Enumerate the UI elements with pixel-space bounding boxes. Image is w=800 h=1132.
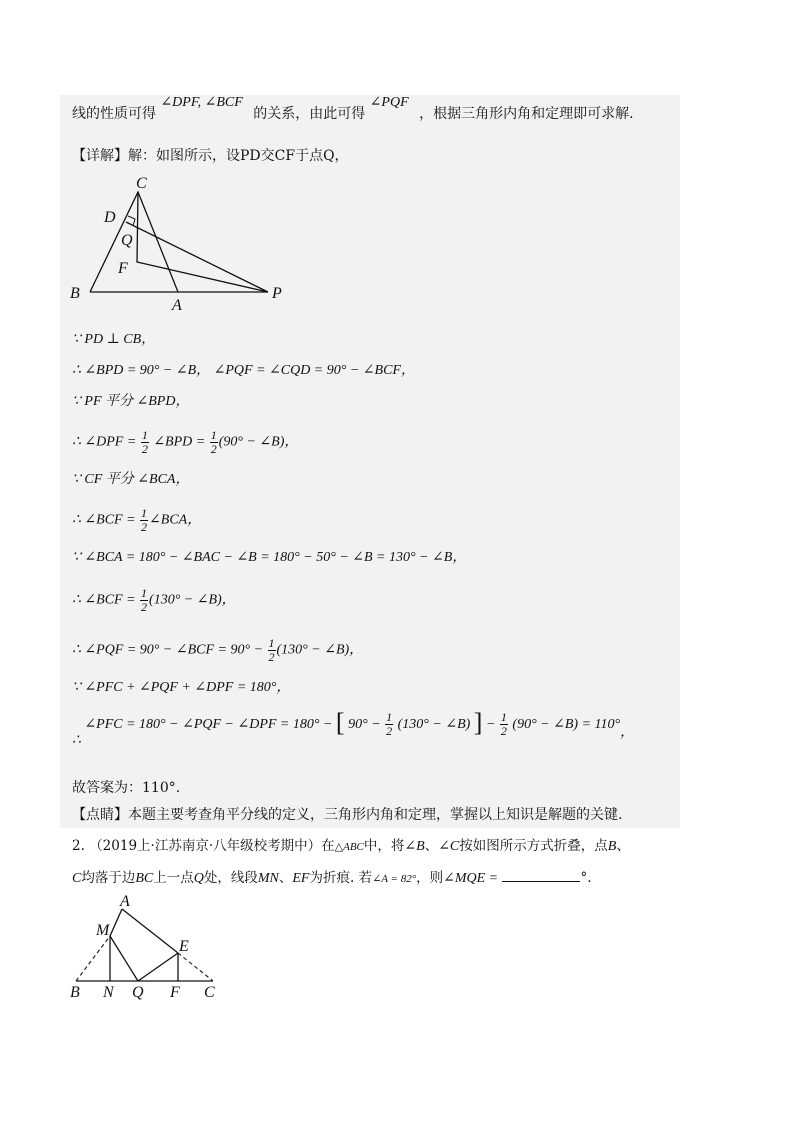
step-10: ∵ ∠PFC + ∠PQF + ∠DPF = 180°，: [72, 680, 291, 695]
step-8: ∴ ∠BCF = $\frac{1}{2}$ (130° − ∠B)，: [72, 586, 236, 614]
step-3: ∵ PF 平分 ∠BPD，: [72, 394, 190, 409]
detail-line: 【详解】解：如图所示，设PD交CF于点Q，: [72, 148, 349, 164]
step-9: ∴ ∠PQF = 90° − ∠BCF = 90° − $\frac{1}{2}$ (130° − ∠B)，: [72, 636, 364, 664]
question-2-line-2: C均落于边BC上一点Q处，线段MN、EF为折痕. 若∠A = 82°，则∠MQE = °.: [72, 870, 592, 886]
label-a: A: [172, 297, 182, 314]
step-4: ∴ ∠DPF = $\frac{1}{2}$ ∠BPD = $\frac{1}{2}$ (90° − ∠B)，: [72, 428, 299, 456]
answer-line: 故答案为：110°.: [72, 780, 181, 796]
label2-f: F: [170, 984, 180, 1001]
figure-triangle-bcp: [60, 170, 300, 315]
step-5: ∵ CF 平分 ∠BCA，: [72, 472, 190, 487]
label-q: Q: [121, 232, 133, 249]
step-1: ∵ PD ⊥ CB，: [72, 332, 156, 347]
label2-e: E: [179, 938, 189, 955]
label-f: F: [118, 260, 128, 277]
step-2: ∴ ∠BPD = 90° − ∠B， ∠PQF = ∠CQD = 90° − ∠BCF，: [72, 363, 415, 378]
answer-blank[interactable]: [502, 869, 580, 882]
comment-line: 【点睛】本题主要考查角平分线的定义，三角形内角和定理，掌握以上知识是解题的关键.: [72, 807, 623, 823]
label2-b: B: [70, 984, 80, 1001]
label-d: D: [104, 209, 116, 226]
comment-tag: 【点睛】: [72, 807, 128, 823]
label2-a: A: [120, 893, 130, 910]
question-2-line-1: 2. （2019上·江苏南京·八年级校考期中）在△ABC中，将∠B、∠C按如图所示方式折叠，点B、: [72, 838, 630, 854]
label2-m: M: [96, 922, 110, 939]
label-c: C: [136, 175, 147, 192]
step-7: ∵ ∠BCA = 180° − ∠BAC − ∠B = 180° − 50° − ∠B = 130° − ∠B，: [72, 550, 467, 565]
figure-fold-triangle: [66, 893, 226, 1003]
label-b: B: [70, 285, 80, 302]
label2-c: C: [204, 984, 215, 1001]
step-6: ∴ ∠BCF = $\frac{1}{2}$ ∠BCA，: [72, 506, 202, 534]
intro-line: 线的性质可得 ∠DPF, ∠BCF 的关系，由此可得 ∠PQF ，根据三角形内角和定理即可求解.: [72, 95, 634, 122]
detail-tag: 【详解】: [72, 148, 128, 164]
step-11: ∴ ∠PFC = 180° − ∠PQF − ∠DPF = 180° − [ 90° − $\frac{1}{2}$ (130° − ∠B) ] − $\frac{1}{2}$ (90° − ∠B) = 110°，: [72, 708, 635, 748]
label-p: P: [272, 285, 282, 302]
label2-n: N: [103, 984, 114, 1001]
label2-q: Q: [132, 984, 144, 1001]
